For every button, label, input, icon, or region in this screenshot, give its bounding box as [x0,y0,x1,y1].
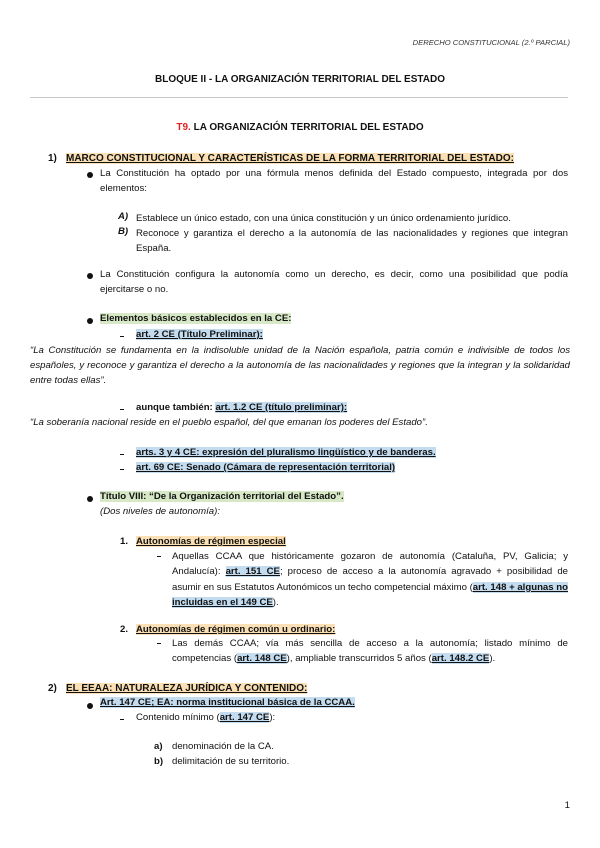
art-151-ref: art. 151 CE [225,566,280,578]
dash-icon [157,643,161,644]
art-148-ref: art. 148 CE [237,653,287,665]
art-147-ref: art. 147 CE [219,712,270,723]
dash-icon [120,469,124,470]
art-148-2-ref: art. 148.2 CE [431,653,490,665]
art-148-149-ref: art. 148 + algunas no incluidas en el 149 CE [172,581,568,608]
bullet-icon [87,172,93,178]
paragraph-compound-state: La Constitución ha optado por una fórmula menos definida del Estado compuesto, integrada por dos elementos: [100,168,568,195]
level-1-heading [136,536,286,547]
page-number: 1 [564,800,570,811]
paragraph-autonomy-right: La Constitución configura la autonomía como un derecho, es decir, como una posibilidad que podía ejercitarse o no. [100,269,568,296]
level-2-title: Autonomías de régimen común u ordinario: [136,624,336,635]
art-147-text: Art. 147 CE; EA: norma institucional básica de la CCAA. [100,697,355,708]
dash-icon [120,409,124,410]
running-header: DERECHO CONSTITUCIONAL (2.º PARCIAL) [412,38,570,47]
item-a-label: A) [118,211,129,222]
title-viii-sub: (Dos niveles de autonomía): [100,506,220,517]
item-b-label: B) [118,226,129,237]
level-1-text-b: ; proceso de acceso a la autonomía agravado + posibilidad de asumir en sus Estatutos Autonómicos un techo competencial máximo ( [172,566,568,593]
section-1-title [66,153,514,164]
level-1-number: 1. [120,536,129,547]
art-1-2-quote: “La soberanía nacional reside en el pueblo español, del que emanan los poderes del Estado”. [30,417,428,428]
arts-3-4-line [136,447,436,458]
level-2-heading [136,624,335,635]
level-2-text-b: ), ampliable transcurridos 5 años ( [286,653,432,665]
art-2-text: art. 2 CE (Título Preliminar): [136,329,263,340]
topic-number: T9. [176,122,191,133]
item-a-text: Establece un único estado, con una única constitución y un único ordenamiento jurídico. [136,213,511,224]
minimum-content-label: Contenido mínimo ( [136,712,220,723]
section-1-title-text: MARCO CONSTITUCIONAL Y CARACTERÍSTICAS DE LA FORMA TERRITORIAL DEL ESTADO: [66,153,514,164]
topic-title-text: LA ORGANIZACIÓN TERRITORIAL DEL ESTADO [193,122,424,133]
arts-3-4-text: arts. 3 y 4 CE: expresión del pluralismo lingüístico y de banderas. [136,447,436,458]
art-147-heading [100,697,355,708]
level-2-text-a: Las demás CCAA; vía más sencilla de acceso a la autonomía; listado mínimo de competencias ( [172,638,568,665]
level-1-text-a: Aquellas CCAA que históricamente gozaron de autonomía (Cataluña, PV, Galicia; y Andalucía): [172,551,568,578]
art-69-text: art. 69 CE: Senado (Cámara de representación territorial) [136,462,396,473]
bullet-icon [87,318,93,324]
dash-icon [120,336,124,337]
level-1-title: Autonomías de régimen especial [136,536,286,547]
bloque-heading: BLOQUE II - LA ORGANIZACIÓN TERRITORIAL DEL ESTADO [154,74,445,85]
section-2-number: 2) [48,683,57,694]
level-1-text [172,549,568,610]
level-1-text-c: ). [272,596,279,608]
content-b-label: b) [154,756,164,767]
minimum-content-line [136,712,275,723]
art-1-2-line [136,402,347,413]
item-b-text: Reconoce y garantiza el derecho a la autonomía de las nacionalidades y regiones que integran España. [136,228,568,255]
content-b-text: delimitación de su territorio. [172,756,290,767]
section-1-number: 1) [48,153,57,164]
level-2-number: 2. [120,624,129,635]
art-1-2-text: art. 1.2 CE (título preliminar): [215,402,348,413]
also-label: aunque también: [136,402,213,413]
bullet-icon [87,496,93,502]
title-viii-heading [100,491,344,502]
content-a-text: denominación de la CA. [172,741,274,752]
bullet-icon [87,703,93,709]
level-2-text [172,636,568,667]
bullet-icon [87,273,93,279]
header-divider [30,97,568,98]
dash-icon [120,719,124,720]
section-2-title-text: EL EEAA: NATURALEZA JURÍDICA Y CONTENIDO: [66,683,308,694]
dash-icon [157,556,161,557]
basic-elements-heading [100,313,291,324]
art-2-heading [136,329,263,340]
level-2-text-c: ). [489,653,496,665]
dash-icon [120,454,124,455]
art-2-quote: “La Constitución se fundamenta en la indisoluble unidad de la Nación española, patria común e indivisible de todos los españoles, y reconoce y garantiza el derecho a la autonomía de las nacionalidades y regiones que la integran y la solidaridad entre todas ellas”. [30,345,570,386]
section-2-title [66,683,307,694]
minimum-content-end: ): [269,712,276,723]
content-a-label: a) [154,741,163,752]
art-69-line [136,462,395,473]
basic-elements-text: Elementos básicos establecidos en la CE: [100,313,292,324]
topic-title [0,122,600,133]
title-viii-text: Título VIII: “De la Organización territorial del Estado”. [100,491,344,502]
